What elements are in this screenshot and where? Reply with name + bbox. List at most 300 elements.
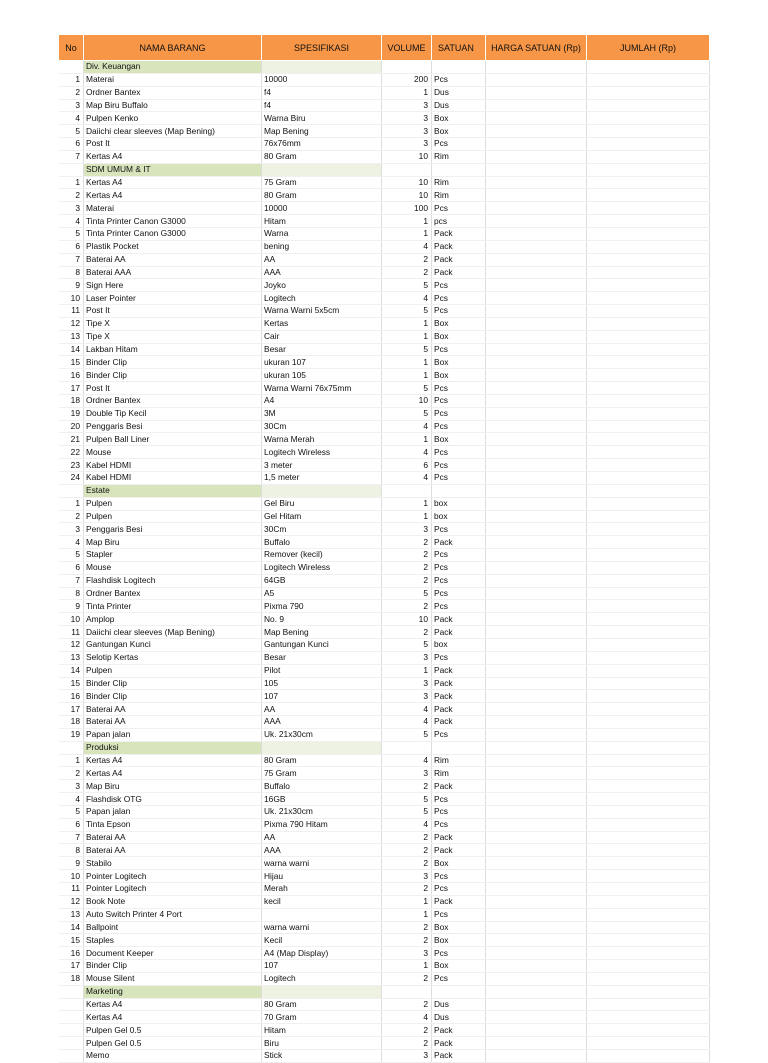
table-row [59, 1011, 710, 1024]
row-jumlah [587, 382, 710, 395]
table-row [59, 793, 710, 806]
row-no: 14 [59, 343, 84, 356]
row-spesifikasi: Logitech [262, 972, 382, 985]
row-jumlah [587, 561, 710, 574]
row-jumlah [587, 690, 710, 703]
table-row [59, 86, 710, 99]
row-volume: 1 [382, 497, 432, 510]
row-spesifikasi: Uk. 21x30cm [262, 805, 382, 818]
row-spesifikasi: f4 [262, 99, 382, 112]
row-spesifikasi: Warna Merah [262, 433, 382, 446]
section-header-row [59, 741, 710, 754]
row-satuan: Pcs [432, 561, 486, 574]
row-nama-barang: Materai [84, 73, 262, 86]
table-row [59, 99, 710, 112]
row-spesifikasi: Logitech [262, 292, 382, 305]
row-volume: 5 [382, 305, 432, 318]
section-no-cell [59, 61, 84, 74]
row-no: 11 [59, 626, 84, 639]
row-volume: 2 [382, 266, 432, 279]
row-no: 5 [59, 549, 84, 562]
section-jumlah-cell [587, 163, 710, 176]
row-harga-satuan [486, 459, 587, 472]
row-spesifikasi: Map Bening [262, 626, 382, 639]
section-jumlah-cell [587, 741, 710, 754]
row-satuan: Pcs [432, 446, 486, 459]
row-no: 8 [59, 844, 84, 857]
row-nama-barang: Document Keeper [84, 947, 262, 960]
row-no: 3 [59, 780, 84, 793]
row-satuan: Pack [432, 690, 486, 703]
row-no: 24 [59, 472, 84, 485]
row-no: 17 [59, 382, 84, 395]
row-volume: 2 [382, 561, 432, 574]
row-spesifikasi: Warna Biru [262, 112, 382, 125]
row-nama-barang: Baterai AAA [84, 266, 262, 279]
row-jumlah [587, 523, 710, 536]
row-volume: 4 [382, 754, 432, 767]
section-satuan-cell [432, 985, 486, 998]
row-nama-barang: Ordner Bantex [84, 587, 262, 600]
row-nama-barang: Map Biru [84, 536, 262, 549]
row-satuan: Pcs [432, 407, 486, 420]
row-nama-barang: Baterai AA [84, 703, 262, 716]
row-jumlah [587, 1049, 710, 1062]
row-no: 19 [59, 728, 84, 741]
row-volume: 10 [382, 150, 432, 163]
row-jumlah [587, 651, 710, 664]
row-volume: 5 [382, 793, 432, 806]
row-satuan: Dus [432, 86, 486, 99]
table-row [59, 574, 710, 587]
row-volume: 5 [382, 343, 432, 356]
row-volume: 2 [382, 1037, 432, 1050]
row-no: 6 [59, 561, 84, 574]
row-harga-satuan [486, 433, 587, 446]
row-nama-barang: Lakban Hitam [84, 343, 262, 356]
row-jumlah [587, 703, 710, 716]
row-harga-satuan [486, 780, 587, 793]
row-nama-barang: Pointer Logitech [84, 870, 262, 883]
row-jumlah [587, 472, 710, 485]
table-row [59, 613, 710, 626]
row-jumlah [587, 433, 710, 446]
row-satuan: Pcs [432, 292, 486, 305]
item-table [58, 34, 710, 1063]
table-row [59, 356, 710, 369]
row-harga-satuan [486, 86, 587, 99]
row-no: 16 [59, 690, 84, 703]
row-jumlah [587, 793, 710, 806]
row-nama-barang: Pulpen [84, 510, 262, 523]
row-spesifikasi: Joyko [262, 279, 382, 292]
section-header-row [59, 163, 710, 176]
row-nama-barang: Papan jalan [84, 728, 262, 741]
row-jumlah [587, 99, 710, 112]
table-row [59, 844, 710, 857]
row-no [59, 1011, 84, 1024]
row-volume: 1 [382, 908, 432, 921]
row-no: 2 [59, 510, 84, 523]
row-volume: 4 [382, 818, 432, 831]
row-harga-satuan [486, 549, 587, 562]
row-no: 14 [59, 921, 84, 934]
header-row [59, 35, 710, 61]
row-nama-barang: Baterai AA [84, 831, 262, 844]
table-row [59, 330, 710, 343]
row-no: 9 [59, 600, 84, 613]
section-spacer-cell [262, 985, 382, 998]
row-satuan: Pcs [432, 587, 486, 600]
row-jumlah [587, 908, 710, 921]
section-harga-cell [486, 741, 587, 754]
section-satuan-cell [432, 484, 486, 497]
row-satuan: Pack [432, 227, 486, 240]
row-nama-barang: Baterai AA [84, 844, 262, 857]
row-no: 20 [59, 420, 84, 433]
row-no: 8 [59, 266, 84, 279]
row-no: 14 [59, 664, 84, 677]
row-volume: 2 [382, 857, 432, 870]
row-satuan: Pack [432, 716, 486, 729]
row-satuan: Pack [432, 240, 486, 253]
row-spesifikasi: warna warni [262, 921, 382, 934]
row-nama-barang: Plastik Pocket [84, 240, 262, 253]
row-satuan: Pcs [432, 523, 486, 536]
header-jumlah: JUMLAH (Rp) [587, 35, 710, 61]
row-jumlah [587, 536, 710, 549]
row-satuan: Pack [432, 780, 486, 793]
row-nama-barang: Papan jalan [84, 805, 262, 818]
row-jumlah [587, 266, 710, 279]
row-spesifikasi: warna warni [262, 857, 382, 870]
row-volume: 1 [382, 317, 432, 330]
row-nama-barang: Kertas A4 [84, 754, 262, 767]
row-volume: 3 [382, 99, 432, 112]
row-jumlah [587, 407, 710, 420]
table-row [59, 176, 710, 189]
row-volume: 1 [382, 356, 432, 369]
row-no: 3 [59, 202, 84, 215]
row-spesifikasi: Remover (kecil) [262, 549, 382, 562]
row-nama-barang: Laser Pointer [84, 292, 262, 305]
row-harga-satuan [486, 857, 587, 870]
row-volume: 1 [382, 960, 432, 973]
table-row [59, 1024, 710, 1037]
row-nama-barang: Kertas A4 [84, 998, 262, 1011]
row-spesifikasi: Gel Biru [262, 497, 382, 510]
table-row [59, 870, 710, 883]
row-volume: 6 [382, 459, 432, 472]
row-satuan: Pack [432, 664, 486, 677]
table-row [59, 292, 710, 305]
row-spesifikasi: Buffalo [262, 780, 382, 793]
row-nama-barang: Kertas A4 [84, 189, 262, 202]
row-no: 5 [59, 227, 84, 240]
section-harga-cell [486, 985, 587, 998]
row-harga-satuan [486, 138, 587, 151]
procurement-sheet [58, 34, 709, 1063]
row-volume: 4 [382, 292, 432, 305]
row-volume: 5 [382, 728, 432, 741]
row-spesifikasi: 10000 [262, 202, 382, 215]
table-row [59, 215, 710, 228]
row-harga-satuan [486, 805, 587, 818]
table-row [59, 382, 710, 395]
row-nama-barang: Post It [84, 305, 262, 318]
row-volume: 4 [382, 716, 432, 729]
row-nama-barang: Selotip Kertas [84, 651, 262, 664]
row-volume: 10 [382, 176, 432, 189]
section-harga-cell [486, 484, 587, 497]
row-satuan: Pcs [432, 138, 486, 151]
table-body [59, 61, 710, 1063]
row-no: 13 [59, 651, 84, 664]
row-harga-satuan [486, 793, 587, 806]
table-row [59, 716, 710, 729]
row-spesifikasi: 10000 [262, 73, 382, 86]
row-no: 4 [59, 793, 84, 806]
row-satuan: Box [432, 369, 486, 382]
row-volume: 5 [382, 382, 432, 395]
row-no: 1 [59, 176, 84, 189]
row-no: 12 [59, 895, 84, 908]
section-no-cell [59, 985, 84, 998]
row-volume: 2 [382, 921, 432, 934]
section-satuan-cell [432, 741, 486, 754]
row-satuan: Pcs [432, 394, 486, 407]
table-row [59, 780, 710, 793]
table-row [59, 805, 710, 818]
row-spesifikasi: AA [262, 253, 382, 266]
row-harga-satuan [486, 1011, 587, 1024]
row-jumlah [587, 716, 710, 729]
row-volume: 3 [382, 651, 432, 664]
row-jumlah [587, 818, 710, 831]
row-spesifikasi: Uk. 21x30cm [262, 728, 382, 741]
row-harga-satuan [486, 189, 587, 202]
row-satuan: Pcs [432, 574, 486, 587]
table-row [59, 536, 710, 549]
row-spesifikasi: Warna [262, 227, 382, 240]
row-harga-satuan [486, 266, 587, 279]
row-no: 15 [59, 934, 84, 947]
table-row [59, 934, 710, 947]
row-harga-satuan [486, 99, 587, 112]
row-volume: 3 [382, 690, 432, 703]
row-nama-barang: Post It [84, 382, 262, 395]
row-spesifikasi: 80 Gram [262, 189, 382, 202]
row-harga-satuan [486, 844, 587, 857]
row-harga-satuan [486, 497, 587, 510]
row-no: 7 [59, 831, 84, 844]
row-harga-satuan [486, 382, 587, 395]
header-nama-barang: NAMA BARANG [84, 35, 262, 61]
row-harga-satuan [486, 613, 587, 626]
row-spesifikasi: 105 [262, 677, 382, 690]
row-volume: 2 [382, 780, 432, 793]
row-jumlah [587, 459, 710, 472]
row-harga-satuan [486, 176, 587, 189]
row-harga-satuan [486, 947, 587, 960]
row-harga-satuan [486, 754, 587, 767]
row-jumlah [587, 895, 710, 908]
row-nama-barang: Flashdisk Logitech [84, 574, 262, 587]
row-satuan: Box [432, 857, 486, 870]
row-spesifikasi: Cair [262, 330, 382, 343]
row-jumlah [587, 420, 710, 433]
row-satuan: Box [432, 330, 486, 343]
row-no: 11 [59, 305, 84, 318]
row-harga-satuan [486, 253, 587, 266]
row-no: 15 [59, 356, 84, 369]
row-volume: 2 [382, 844, 432, 857]
row-no: 16 [59, 369, 84, 382]
row-satuan: Pack [432, 703, 486, 716]
section-no-cell [59, 484, 84, 497]
row-volume: 1 [382, 510, 432, 523]
row-satuan: Box [432, 960, 486, 973]
section-harga-cell [486, 61, 587, 74]
row-nama-barang: Memo [84, 1049, 262, 1062]
table-row [59, 818, 710, 831]
row-spesifikasi: 80 Gram [262, 754, 382, 767]
row-no [59, 1024, 84, 1037]
row-nama-barang: Penggaris Besi [84, 523, 262, 536]
row-harga-satuan [486, 908, 587, 921]
row-volume: 5 [382, 279, 432, 292]
row-no: 1 [59, 754, 84, 767]
row-volume: 4 [382, 472, 432, 485]
row-jumlah [587, 125, 710, 138]
row-volume: 2 [382, 934, 432, 947]
row-spesifikasi: Kecil [262, 934, 382, 947]
row-nama-barang: Binder Clip [84, 960, 262, 973]
row-jumlah [587, 805, 710, 818]
row-nama-barang: Ordner Bantex [84, 394, 262, 407]
row-jumlah [587, 510, 710, 523]
row-volume: 2 [382, 600, 432, 613]
row-nama-barang: Pulpen Gel 0.5 [84, 1037, 262, 1050]
table-row [59, 420, 710, 433]
section-jumlah-cell [587, 61, 710, 74]
row-spesifikasi: ukuran 107 [262, 356, 382, 369]
row-no: 5 [59, 125, 84, 138]
row-spesifikasi: No. 9 [262, 613, 382, 626]
row-harga-satuan [486, 728, 587, 741]
row-nama-barang: Kertas A4 [84, 1011, 262, 1024]
row-satuan: Pcs [432, 549, 486, 562]
row-satuan: Pcs [432, 600, 486, 613]
row-jumlah [587, 883, 710, 896]
row-harga-satuan [486, 895, 587, 908]
row-jumlah [587, 972, 710, 985]
section-title: Div. Keuangan [84, 61, 262, 74]
row-satuan: Pcs [432, 343, 486, 356]
row-satuan: Pcs [432, 459, 486, 472]
row-nama-barang: Pulpen Kenko [84, 112, 262, 125]
row-jumlah [587, 1011, 710, 1024]
row-harga-satuan [486, 446, 587, 459]
table-row [59, 227, 710, 240]
row-no: 10 [59, 292, 84, 305]
row-satuan: Pcs [432, 947, 486, 960]
row-jumlah [587, 253, 710, 266]
row-satuan: Box [432, 934, 486, 947]
row-no: 18 [59, 972, 84, 985]
row-harga-satuan [486, 394, 587, 407]
row-nama-barang: Stapler [84, 549, 262, 562]
row-jumlah [587, 150, 710, 163]
row-nama-barang: Kabel HDMI [84, 459, 262, 472]
row-volume: 2 [382, 536, 432, 549]
row-harga-satuan [486, 202, 587, 215]
row-satuan: Pack [432, 677, 486, 690]
row-jumlah [587, 73, 710, 86]
row-harga-satuan [486, 818, 587, 831]
row-spesifikasi: bening [262, 240, 382, 253]
row-nama-barang: Post It [84, 138, 262, 151]
section-harga-cell [486, 163, 587, 176]
row-satuan: Pcs [432, 793, 486, 806]
row-spesifikasi: Warna Warni 76x75mm [262, 382, 382, 395]
row-no: 23 [59, 459, 84, 472]
row-harga-satuan [486, 215, 587, 228]
row-satuan: box [432, 510, 486, 523]
table-row [59, 626, 710, 639]
row-satuan: Dus [432, 99, 486, 112]
section-satuan-cell [432, 163, 486, 176]
section-title: SDM UMUM & IT [84, 163, 262, 176]
row-harga-satuan [486, 292, 587, 305]
row-volume: 1 [382, 433, 432, 446]
section-no-cell [59, 163, 84, 176]
row-jumlah [587, 728, 710, 741]
row-satuan: Box [432, 433, 486, 446]
table-row [59, 279, 710, 292]
row-harga-satuan [486, 343, 587, 356]
row-nama-barang: Tinta Epson [84, 818, 262, 831]
row-jumlah [587, 356, 710, 369]
row-no: 15 [59, 677, 84, 690]
section-volume-cell [382, 484, 432, 497]
row-nama-barang: Materai [84, 202, 262, 215]
row-spesifikasi: A4 (Map Display) [262, 947, 382, 960]
table-row [59, 883, 710, 896]
table-row [59, 549, 710, 562]
row-volume: 5 [382, 587, 432, 600]
row-volume: 200 [382, 73, 432, 86]
row-harga-satuan [486, 677, 587, 690]
row-harga-satuan [486, 240, 587, 253]
section-title: Produksi [84, 741, 262, 754]
section-spacer-cell [262, 484, 382, 497]
row-no: 2 [59, 86, 84, 99]
row-satuan: Pack [432, 895, 486, 908]
table-row [59, 407, 710, 420]
row-volume: 3 [382, 870, 432, 883]
row-nama-barang: Daiichi clear sleeves (Map Bening) [84, 125, 262, 138]
row-harga-satuan [486, 638, 587, 651]
row-no: 10 [59, 870, 84, 883]
row-nama-barang: Binder Clip [84, 677, 262, 690]
row-nama-barang: Pulpen Gel 0.5 [84, 1024, 262, 1037]
section-title: Marketing [84, 985, 262, 998]
row-satuan: Pack [432, 1049, 486, 1062]
row-spesifikasi: 76x76mm [262, 138, 382, 151]
row-spesifikasi: 75 Gram [262, 767, 382, 780]
row-spesifikasi: A4 [262, 394, 382, 407]
